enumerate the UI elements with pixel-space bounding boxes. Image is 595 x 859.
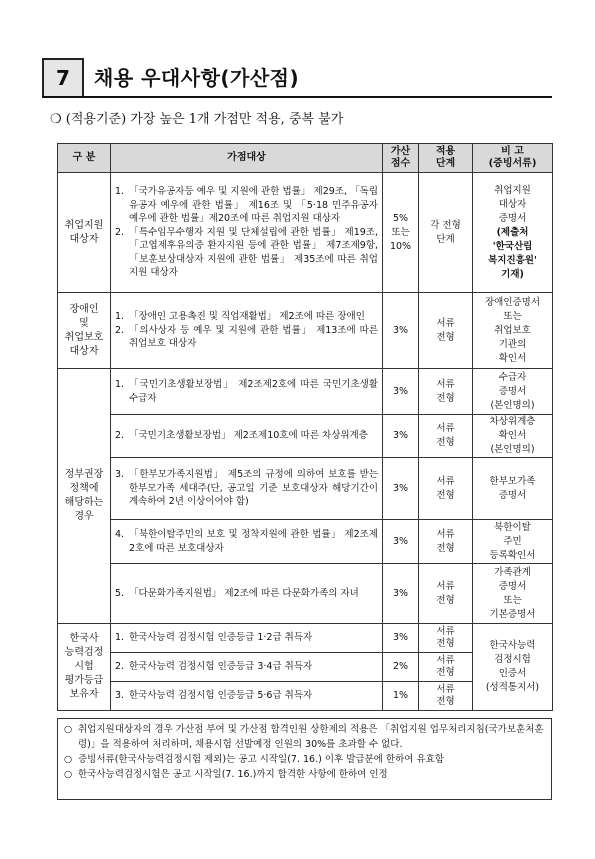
remarks-cell: 한부모가족 증명서 — [473, 458, 553, 520]
remarks-cell: 북한이탈 주민 등록확인서 — [473, 520, 553, 564]
target-cell — [111, 458, 383, 520]
stage-cell: 서류 전형 — [419, 653, 473, 682]
item-number: 5. — [115, 587, 125, 599]
remarks-cell — [473, 173, 553, 293]
notes-box — [57, 718, 552, 800]
remarks-cell: 가족관계 증명서 또는 기본증명서 — [473, 564, 553, 624]
points-cell: 2% — [383, 653, 419, 682]
note-text: 취업지원대상자의 경우 가산점 부여 및 가산점 합격인원 상한제의 적용은 「취업지원 업무처리지침(국가보훈처훈령)」을 적용하여 처리하며, 채용시험 선발예정 인원의 30%를 초과할 수 없다. — [78, 724, 544, 750]
item-number: 3. — [115, 690, 125, 702]
section-number: 7 — [42, 58, 84, 98]
section-header — [42, 58, 552, 98]
stage-cell: 서류 전형 — [419, 293, 473, 369]
header-remarks: 비 고 (증빙서류) — [473, 144, 553, 173]
stage-cell: 각 전형 단계 — [419, 173, 473, 293]
note-item — [64, 722, 545, 752]
item-text: 「국민기초생활보장법」 제2조제10호에 따른 차상위계층 — [129, 430, 368, 442]
item-number: 2. — [115, 226, 125, 238]
item-text: 「국가유공자등 예우 및 지원에 관한 법률」 제29조, 「독립유공자 예우에 관한 법률」 제16조 및 「5·18 민주유공자 예우에 관한 법률」제20조에 따른 취업지원 대상자 — [129, 186, 378, 225]
header-stage: 적용 단계 — [419, 144, 473, 173]
remarks-text: 취업지원 대상자 증명서 — [494, 184, 531, 224]
item-number: 2. — [115, 661, 125, 673]
table-header-row — [58, 144, 553, 173]
item-text: 한국사능력 검정시험 인증등급 3·4급 취득자 — [129, 661, 313, 673]
bonus-points-table — [57, 143, 553, 711]
points-cell: 5% 또는 10% — [383, 173, 419, 293]
target-cell — [111, 624, 383, 653]
note-text: 증빙서류(한국사능력검정시험 제외)는 공고 시작일(7. 16.) 이후 발급분에 한하여 유효함 — [78, 754, 444, 765]
header-points: 가산 점수 — [383, 144, 419, 173]
points-cell: 3% — [383, 624, 419, 653]
points-cell: 3% — [383, 564, 419, 624]
points-cell: 3% — [383, 520, 419, 564]
stage-cell: 서류 전형 — [419, 624, 473, 653]
table-row — [58, 624, 553, 653]
note-bullet: ○ — [64, 724, 73, 735]
points-cell: 1% — [383, 682, 419, 711]
remarks-bold-text: (제출처 '한국산림 복지진흥원' 기재) — [488, 226, 537, 280]
category-cell: 한국사 능력검정 시험 평가등급 보유자 — [58, 624, 111, 711]
note-item — [64, 752, 545, 767]
remarks-cell: 장애인증명서 또는 취업보호 기관의 확인서 — [473, 293, 553, 369]
item-text: 「특수임무수행자 지원 및 단체설립에 관한 법률」 제19조, 「고엽제후유의증 환자지원 등에 관한 법률」 제7조제9항, 「보훈보상대상자 지원에 관한 법률」 제35조에 따른 취업지원 대상자 — [129, 226, 378, 279]
criteria-text: ❍ (적용기준) 가장 높은 1개 가점만 적용, 중복 불가 — [50, 112, 344, 127]
note-text: 한국사능력검정시험은 공고 시작일(7. 16.)까지 합격한 사항에 한하여 인정 — [78, 769, 388, 780]
stage-cell: 서류 전형 — [419, 682, 473, 711]
stage-cell: 서류 전형 — [419, 564, 473, 624]
table-row — [58, 458, 553, 520]
note-item — [64, 767, 545, 782]
points-cell: 3% — [383, 369, 419, 415]
header-category: 구 분 — [58, 144, 111, 173]
item-number: 1. — [115, 311, 125, 323]
item-number: 2. — [115, 430, 125, 442]
target-cell — [111, 415, 383, 458]
item-text: 「장애인 고용촉진 및 직업재활법」 제2조에 따른 장애인 — [129, 311, 365, 323]
item-text: 「다문화가족지원법」 제2조에 따른 다문화가족의 자녀 — [129, 587, 359, 599]
target-cell — [111, 173, 383, 293]
table-row — [58, 415, 553, 458]
stage-cell: 서류 전형 — [419, 369, 473, 415]
category-cell: 취업지원 대상자 — [58, 173, 111, 293]
table-row — [58, 564, 553, 624]
points-cell: 3% — [383, 415, 419, 458]
item-text: 「의사상자 등 예우 및 지원에 관한 법률」 제13조에 따른 취업보호 대상자 — [129, 324, 378, 350]
target-cell — [111, 653, 383, 682]
note-bullet: ○ — [64, 754, 73, 765]
stage-cell: 서류 전형 — [419, 520, 473, 564]
target-cell — [111, 520, 383, 564]
target-cell — [111, 369, 383, 415]
category-cell: 장애인 및 취업보호 대상자 — [58, 293, 111, 369]
item-text: 한국사능력 검정시험 인증등급 5·6급 취득자 — [129, 690, 313, 702]
table-row — [58, 293, 553, 369]
item-text: 「북한이탈주민의 보호 및 정착지원에 관한 법률」 제2조제2호에 따른 보호대상자 — [129, 529, 378, 554]
target-cell — [111, 682, 383, 711]
points-cell: 3% — [383, 293, 419, 369]
item-number: 2. — [115, 324, 125, 336]
stage-cell: 서류 전형 — [419, 458, 473, 520]
note-bullet: ○ — [64, 769, 73, 780]
points-cell: 3% — [383, 458, 419, 520]
item-number: 3. — [115, 469, 125, 481]
table-row — [58, 520, 553, 564]
item-text: 「한부모가족지원법」 제5조의 규정에 의하여 보호를 받는 한부모가족 세대주(단, 공고일 기준 보호대상자 해당기간이 계속하여 2년 이상이어야 함) — [129, 469, 378, 508]
item-text: 「국민기초생활보장법」 제2조제2호에 따른 국민기초생활수급자 — [129, 379, 378, 404]
item-number: 1. — [115, 632, 125, 644]
remarks-cell: 차상위계층 확인서 (본인명의) — [473, 415, 553, 458]
category-cell: 정부권장 정책에 해당하는 경우 — [58, 369, 111, 624]
remarks-cell: 한국사능력 검정시험 인증서 (성적통지서) — [473, 624, 553, 711]
remarks-cell: 수급자 증명서 (본인명의) — [473, 369, 553, 415]
target-cell — [111, 293, 383, 369]
item-number: 1. — [115, 379, 125, 390]
item-text: 한국사능력 검정시험 인증등급 1·2급 취득자 — [129, 632, 313, 644]
table-row — [58, 369, 553, 415]
item-number: 4. — [115, 529, 125, 540]
section-title: 채용 우대사항(가산점) — [94, 66, 300, 90]
target-cell — [111, 564, 383, 624]
item-number: 1. — [115, 186, 125, 198]
stage-cell: 서류 전형 — [419, 415, 473, 458]
table-row — [58, 173, 553, 293]
header-rule — [42, 96, 552, 98]
header-target: 가점대상 — [111, 144, 383, 173]
